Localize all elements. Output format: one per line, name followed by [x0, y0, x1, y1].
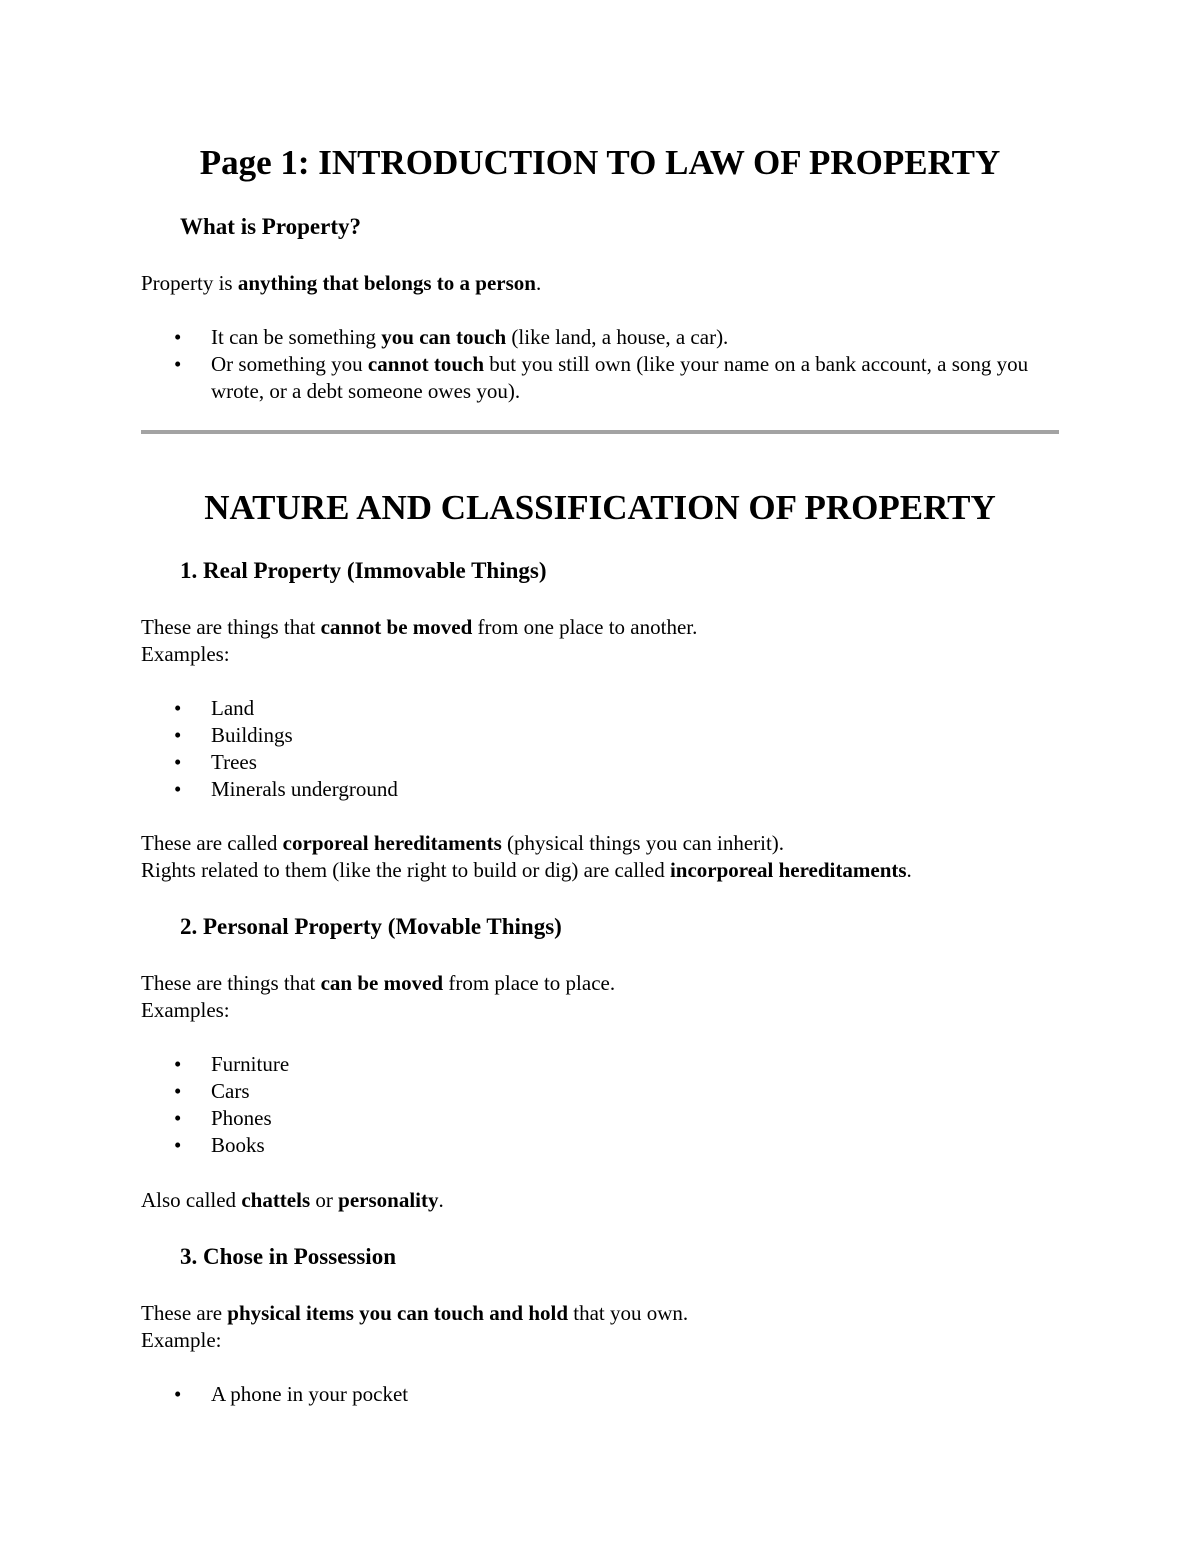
- real-property-examples: [141, 695, 1061, 803]
- list-item: • Cars: [141, 1078, 1061, 1105]
- list-item: • It can be something you can touch (like land, a house, a car).: [141, 324, 1061, 351]
- list-item: • Land: [141, 695, 1061, 722]
- list-item: • Books: [141, 1132, 1061, 1159]
- examples-label: Examples:: [141, 998, 230, 1022]
- corporeal-hereditaments-text: These are called corporeal hereditaments (physical things you can inherit).: [141, 831, 785, 855]
- list-item: • Furniture: [141, 1051, 1061, 1078]
- list-item: • Phones: [141, 1105, 1061, 1132]
- horizontal-rule: [141, 430, 1059, 434]
- list-item: • A phone in your pocket: [141, 1381, 1061, 1408]
- property-definition: Property is anything that belongs to a person.: [141, 271, 542, 295]
- real-property-description: These are things that cannot be moved from one place to another.: [141, 615, 698, 639]
- incorporeal-hereditaments-text: Rights related to them (like the right to build or dig) are called incorporeal hereditaments.: [141, 858, 912, 882]
- chattels-text: Also called chattels or personality.: [141, 1188, 444, 1212]
- chose-in-possession-description: These are physical items you can touch and hold that you own.: [141, 1301, 689, 1325]
- examples-label: Examples:: [141, 642, 230, 666]
- list-item: • Buildings: [141, 722, 1061, 749]
- list-item: • Or something you cannot touch but you still own (like your name on a bank account, a song you wrote, or a debt someone owes you).: [141, 351, 1061, 405]
- page-title: Page 1: INTRODUCTION TO LAW OF PROPERTY: [199, 143, 1001, 182]
- example-label: Example:: [141, 1328, 222, 1352]
- property-bullet-list: [141, 324, 1061, 405]
- chose-in-possession-heading: 3. Chose in Possession: [180, 1244, 396, 1269]
- real-property-heading: 1. Real Property (Immovable Things): [180, 558, 547, 583]
- personal-property-heading: 2. Personal Property (Movable Things): [180, 914, 562, 939]
- chose-in-possession-examples: [141, 1381, 1061, 1408]
- list-item: • Minerals underground: [141, 776, 1061, 803]
- list-item: • Trees: [141, 749, 1061, 776]
- nature-classification-title: NATURE AND CLASSIFICATION OF PROPERTY: [204, 488, 996, 527]
- what-is-property-heading: What is Property?: [180, 214, 362, 239]
- personal-property-examples: [141, 1051, 1061, 1159]
- personal-property-description: These are things that can be moved from place to place.: [141, 971, 616, 995]
